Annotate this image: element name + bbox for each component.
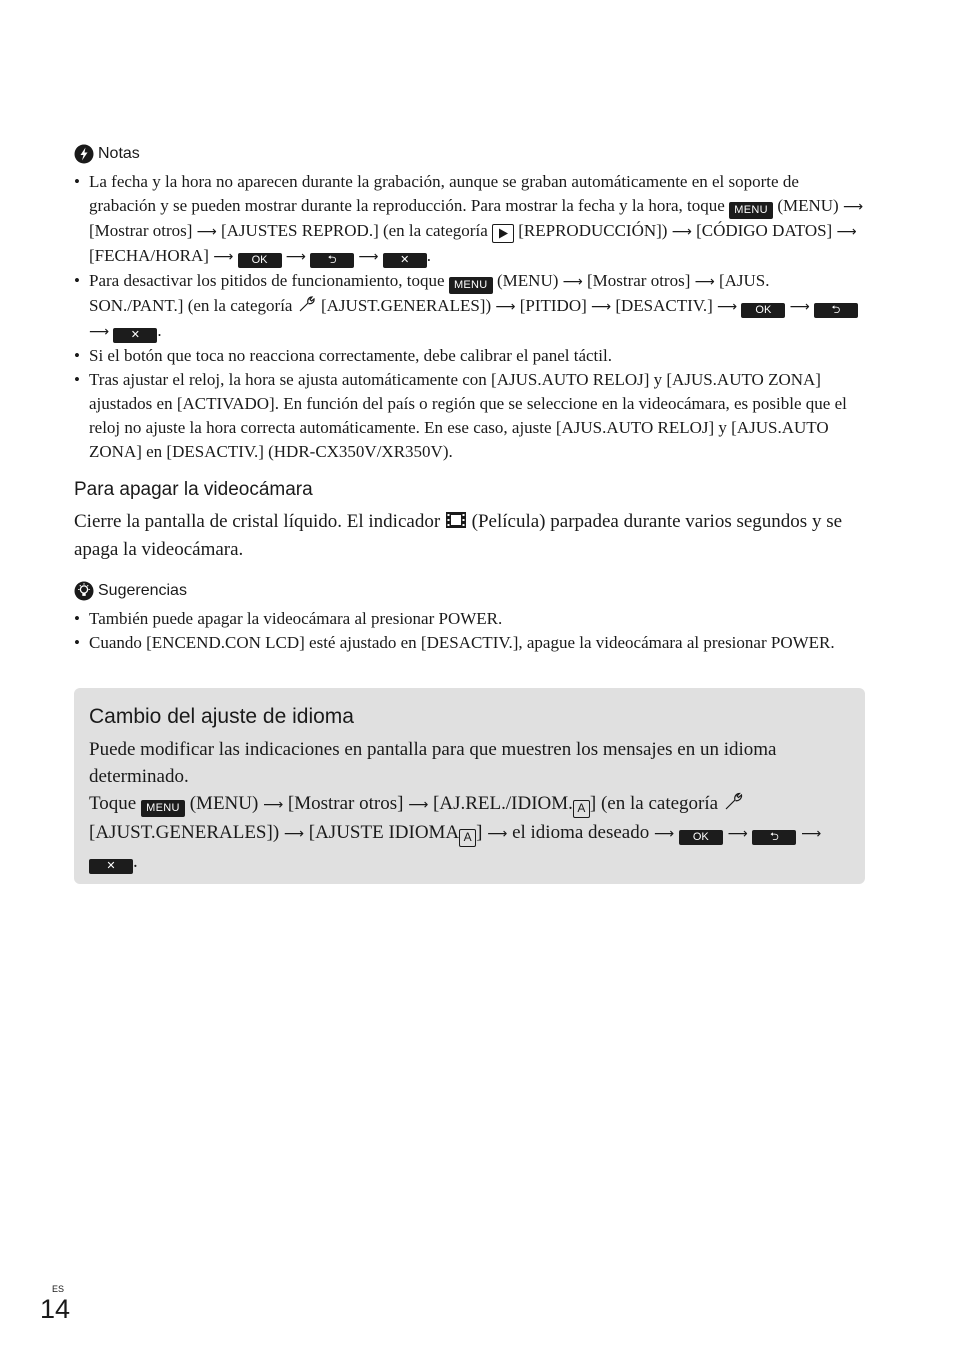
menu-button-icon: MENU bbox=[449, 277, 493, 294]
ok-button-icon: OK bbox=[238, 253, 282, 268]
arrow-icon: ⟶ bbox=[487, 826, 508, 842]
arrow-icon: ⟶ bbox=[717, 299, 738, 315]
note-text: [REPRODUCCIÓN]) bbox=[518, 221, 668, 240]
language-step-text: [AJUSTE IDIOMA bbox=[308, 822, 460, 843]
menu-button-icon: MENU bbox=[729, 202, 773, 219]
language-panel-title: Cambio del ajuste de idioma bbox=[89, 705, 354, 728]
page-number: 14 bbox=[40, 1294, 71, 1324]
arrow-icon: ⟶ bbox=[836, 224, 857, 240]
tips-heading: Sugerencias bbox=[98, 582, 187, 599]
arrow-icon: ⟶ bbox=[358, 249, 379, 265]
close-button-icon: ✕ bbox=[383, 253, 427, 268]
note-text: [AJUSTES REPROD.] (en la categoría bbox=[220, 221, 488, 240]
arrow-icon: ⟶ bbox=[495, 299, 516, 315]
ok-button-icon: OK bbox=[679, 830, 723, 845]
note-text: La fecha y la hora no aparecen durante la grabación, aunque se graban automáticamente en el soporte de grabación y se pueden mostrar durante la reproducción. Para mostrar la fecha y la hora, toque bbox=[89, 172, 799, 215]
language-step-text: . bbox=[133, 851, 138, 872]
power-off-text bbox=[74, 508, 864, 564]
note-warning-icon bbox=[74, 144, 94, 164]
language-steps bbox=[89, 790, 851, 875]
note-text: [AJUST.GENERALES]) bbox=[320, 296, 492, 315]
arrow-icon: ⟶ bbox=[671, 224, 692, 240]
arrow-icon: ⟶ bbox=[408, 797, 429, 813]
back-button-icon: ⮌ bbox=[310, 253, 354, 268]
language-step-text: ] bbox=[476, 822, 483, 843]
note-text: [CÓDIGO DATOS] bbox=[696, 221, 833, 240]
note-text: Para desactivar los pitidos de funcionamiento, toque bbox=[89, 271, 445, 290]
arrow-icon: ⟶ bbox=[801, 826, 822, 842]
tip-lightbulb-icon bbox=[74, 581, 94, 601]
back-button-icon: ⮌ bbox=[814, 303, 858, 318]
notes-list bbox=[74, 170, 864, 464]
power-off-text-part: (Película) parpadea durante varios segundos y se apaga la videocámara. bbox=[74, 511, 843, 560]
note-text: . bbox=[426, 246, 431, 265]
notes-heading-row bbox=[74, 144, 864, 164]
notes-section bbox=[74, 144, 864, 464]
note-text: [Mostrar otros] bbox=[586, 271, 691, 290]
tips-heading-row bbox=[74, 581, 864, 601]
language-step-text: [AJ.REL./IDIOM. bbox=[433, 793, 573, 814]
page-language-label: ES bbox=[52, 1284, 65, 1294]
note-text: (MENU) bbox=[497, 271, 559, 290]
arrow-icon: ⟶ bbox=[694, 274, 715, 290]
tip-item-power: • También puede apagar la videocámara al presionar POWER. bbox=[74, 607, 864, 631]
playback-category-icon bbox=[492, 224, 514, 243]
arrow-icon: ⟶ bbox=[263, 797, 284, 813]
notes-heading: Notas bbox=[98, 145, 140, 162]
tips-list bbox=[74, 607, 864, 655]
arrow-icon: ⟶ bbox=[727, 826, 748, 842]
note-text: (MENU) bbox=[777, 196, 839, 215]
note-item-beep bbox=[74, 269, 864, 344]
film-icon bbox=[445, 511, 467, 529]
note-text: [PITIDO] bbox=[519, 296, 587, 315]
back-button-icon: ⮌ bbox=[752, 830, 796, 845]
language-step-text: (MENU) bbox=[189, 793, 259, 814]
note-text: [FECHA/HORA] bbox=[89, 246, 209, 265]
arrow-icon: ⟶ bbox=[654, 826, 675, 842]
arrow-icon: ⟶ bbox=[283, 826, 304, 842]
note-text: [DESACTIV.] bbox=[615, 296, 713, 315]
note-text: [Mostrar otros] bbox=[89, 221, 193, 240]
menu-button-icon: MENU bbox=[141, 800, 185, 817]
language-panel-text bbox=[89, 736, 851, 875]
wrench-icon bbox=[297, 295, 317, 313]
arrow-icon: ⟶ bbox=[285, 249, 306, 265]
arrow-icon: ⟶ bbox=[213, 249, 234, 265]
arrow-icon: ⟶ bbox=[89, 324, 110, 340]
language-step-text: el idioma deseado bbox=[512, 822, 650, 843]
note-text: . bbox=[157, 321, 162, 340]
language-panel-content bbox=[89, 704, 851, 875]
language-intro: Puede modificar las indicaciones en pantalla para que muestren los mensajes en un idioma determinado. bbox=[89, 739, 777, 787]
language-a-icon: A bbox=[459, 829, 476, 847]
wrench-icon bbox=[723, 791, 745, 811]
language-panel bbox=[74, 688, 865, 884]
language-step-text: Toque bbox=[89, 793, 137, 814]
language-step-text: ] (en la categoría bbox=[589, 793, 719, 814]
close-button-icon: ✕ bbox=[89, 859, 133, 874]
tips-section bbox=[74, 581, 864, 655]
arrow-icon: ⟶ bbox=[562, 274, 583, 290]
language-a-icon: A bbox=[573, 800, 590, 818]
power-off-section bbox=[74, 478, 864, 564]
arrow-icon: ⟶ bbox=[591, 299, 612, 315]
note-text: [AJUS. SON./PANT.] (en la categoría bbox=[89, 271, 770, 315]
power-off-text-part: Cierre la pantalla de cristal líquido. El indicador bbox=[74, 511, 441, 532]
arrow-icon: ⟶ bbox=[196, 224, 217, 240]
arrow-icon: ⟶ bbox=[842, 199, 864, 215]
note-item-clock: • Tras ajustar el reloj, la hora se ajusta automáticamente con [AJUS.AUTO RELOJ] y [AJUS.AUTO ZONA] ajustados en [ACTIVADO]. En función del país o región que se seleccione en la videocámara, es posible que el reloj no ajuste la hora correcta automáticamente. En ese caso, ajuste [AJUS.AUTO RELOJ] y [AJUS.AUTO ZONA] en [DESACTIV.] (HDR-CX350V/XR350V). bbox=[74, 368, 864, 464]
arrow-icon: ⟶ bbox=[789, 299, 810, 315]
power-off-heading: Para apagar la videocámara bbox=[74, 479, 313, 500]
note-item-date-time bbox=[74, 170, 864, 269]
language-step-text: [Mostrar otros] bbox=[287, 793, 404, 814]
language-step-text: [AJUST.GENERALES]) bbox=[89, 822, 280, 843]
note-item-calibrate: • Si el botón que toca no reacciona correctamente, debe calibrar el panel táctil. bbox=[74, 344, 864, 368]
tip-item-lcd: • Cuando [ENCEND.CON LCD] esté ajustado en [DESACTIV.], apague la videocámara al presionar POWER. bbox=[74, 631, 864, 655]
ok-button-icon: OK bbox=[741, 303, 785, 318]
close-button-icon: ✕ bbox=[113, 328, 157, 343]
